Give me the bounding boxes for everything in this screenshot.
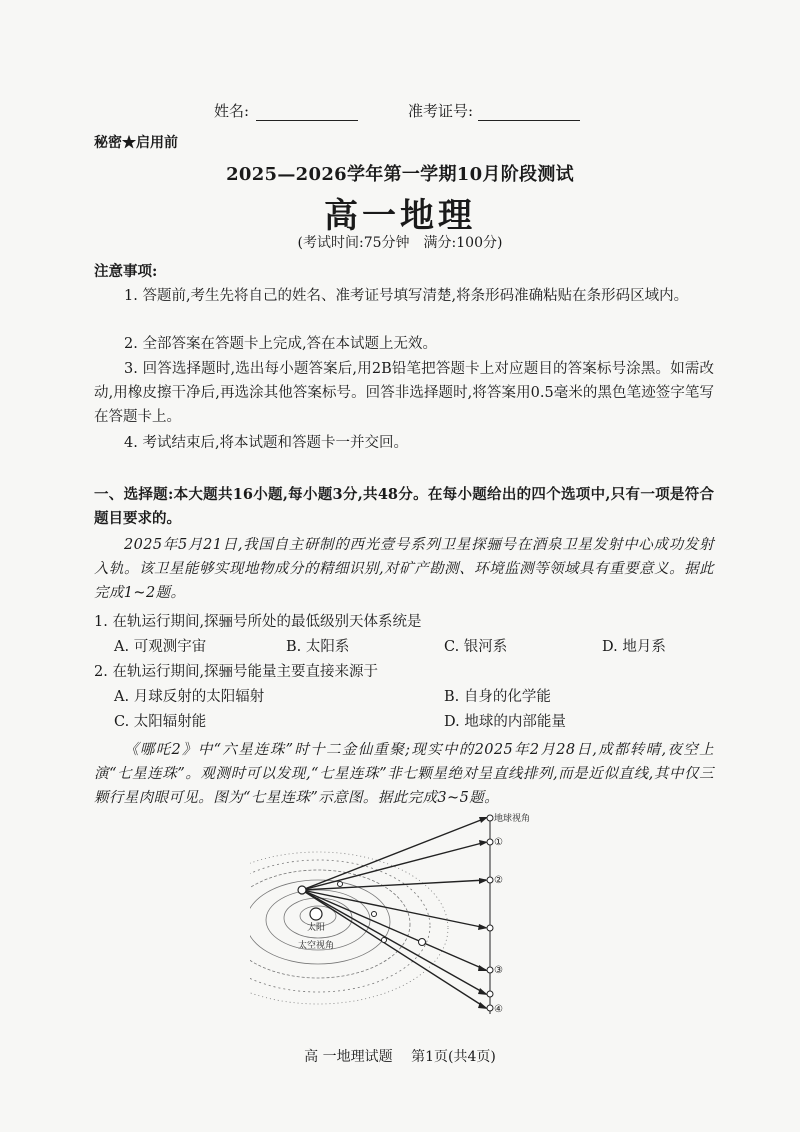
page-footer: 高 一地理试题 第1页(共4页) xyxy=(304,1049,496,1065)
q1-option-b: B. 太阳系 xyxy=(286,639,350,655)
notice-item: 2. 全部答案在答题卡上完成,答在本试题上无效。 xyxy=(124,336,438,352)
question-1-stem: 1. 在轨运行期间,探骊号所处的最低级别天体系统是 xyxy=(94,614,422,630)
earth-observer xyxy=(298,886,306,894)
q2-option-b: B. 自身的化学能 xyxy=(444,689,551,705)
exam-subtitle: 2025—2026学年第一学期10月阶段测试 xyxy=(226,164,574,185)
material-passage-2: 《哪吒2》中“六星连珠”时十二金仙重聚;现实中的2025年2月28日,成都转晴,夜空上演“七星连珠”。观测时可以发现,“七星连珠”非七颗星绝对呈直线排列,而是近似直线,其中仅三颗行星肉眼可见。图为“七星连珠”示意图。据此完成3~5题。 xyxy=(94,742,714,806)
orbit-ellipses xyxy=(250,852,448,1004)
sight-lines xyxy=(302,818,486,1008)
notice-heading: 注意事项: xyxy=(94,263,158,280)
name-label: 姓名: xyxy=(214,102,250,120)
exam-id-field xyxy=(478,102,580,121)
sun-label: 太阳 xyxy=(307,923,326,933)
notice-item: 1. 答题前,考生先将自己的姓名、准考证号填写清楚,将条形码准确粘贴在条形码区域内。 xyxy=(124,288,689,304)
marker-3: ③ xyxy=(494,965,503,976)
notice-item: 4. 考试结束后,将本试题和答题卡一并交回。 xyxy=(124,435,409,451)
seven-planets-diagram xyxy=(250,808,530,1033)
q2-option-c: C. 太阳辐射能 xyxy=(114,714,207,730)
sun-icon xyxy=(310,908,322,920)
name-field xyxy=(256,102,358,121)
material-passage-1: 2025年5月21日,我国自主研制的西光壹号系列卫星探骊号在酒泉卫星发射中心成功发射入轨。该卫星能够实现地物成分的精细识别,对矿产勘测、环境监测等领域具有重要意义。据此完成1~2题。 xyxy=(94,537,714,601)
earth-view-label: 地球视角 xyxy=(494,814,530,824)
q2-option-a: A. 月球反射的太阳辐射 xyxy=(114,689,265,705)
space-view-label: 太空视角 xyxy=(298,941,335,951)
exam-info: (考试时间:75分钟 满分:100分) xyxy=(297,235,503,251)
orbit-planets xyxy=(338,882,426,946)
question-2-stem: 2. 在轨运行期间,探骊号能量主要直接来源于 xyxy=(94,664,379,680)
marker-1: ① xyxy=(494,837,503,848)
q2-option-d: D. 地球的内部能量 xyxy=(444,714,566,730)
section-heading: 一、选择题:本大题共16小题,每小题3分,共48分。在每小题给出的四个选项中,只有一项是符合题目要求的。 xyxy=(94,486,714,527)
notice-item: 3. 回答选择题时,选出每小题答案后,用2B铅笔把答题卡上对应题目的答案标号涂黑。如需改动,用橡皮擦干净后,再选涂其他答案标号。回答非选择题时,将答案用0.5毫米的黑色笔迹签字笔写在答题卡上。 xyxy=(94,361,714,425)
q1-option-a: A. 可观测宇宙 xyxy=(114,639,207,655)
q1-option-d: D. 地月系 xyxy=(602,639,666,655)
exam-id-label: 准考证号: xyxy=(408,102,474,120)
marker-2: ② xyxy=(494,875,503,886)
arrowheads xyxy=(478,817,488,1009)
secret-mark: 秘密★启用前 xyxy=(94,135,178,151)
q1-option-c: C. 银河系 xyxy=(444,639,508,655)
marker-4: ④ xyxy=(494,1004,503,1015)
exam-title: 高一地理 xyxy=(324,196,476,236)
